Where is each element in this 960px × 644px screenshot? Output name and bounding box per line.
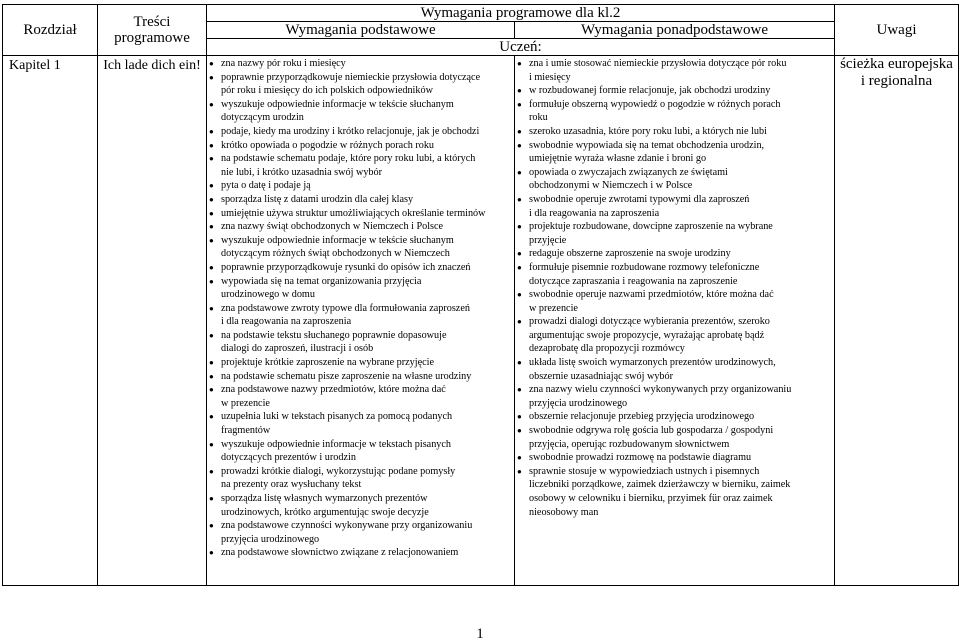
requirement-line: ● opowiada o zwyczajach związanych ze świętami [529, 166, 832, 180]
requirement-line: ● swobodnie operuje nazwami przedmiotów, które można dać [529, 288, 832, 302]
requirement-line: ● układa listę swoich wymarzonych prezentów urodzinowych, [529, 356, 832, 370]
requirement-line: dialogi do zaproszeń, ilustracji i osób [221, 343, 374, 355]
requirement-line: obchodzonymi w Niemczech i w Polsce [529, 180, 693, 192]
requirement-line: osobowy w celowniku i bierniku, przyimek für oraz zaimek [529, 493, 773, 504]
requirement-line: ● sporządza listę z datami urodzin dla całej klasy [221, 193, 512, 207]
requirement-line: przyjęcia urodzinowego [221, 533, 320, 545]
requirement-line: ● zna nazwy świąt obchodzonych w Niemczech i Polsce [221, 220, 512, 234]
requirement-line: ● poprawnie przyporządkowuje niemieckie przysłowia dotyczące [221, 71, 512, 85]
requirement-line: urodzinowego w domu [221, 289, 315, 301]
requirement-line: ● redaguje obszerne zaproszenie na swoje urodziny [529, 247, 832, 261]
requirement-line: nie lubi, i krótko uzasadnia swój wybór [221, 166, 382, 178]
requirement-line: ● sprawnie stosuje w wypowiedziach ustnych i pisemnych [529, 465, 832, 479]
requirement-line: ● na podstawie tekstu słuchanego poprawnie dopasowuje [221, 329, 512, 343]
podstawowe-list [207, 56, 514, 560]
requirement-line: ● krótko opowiada o pogodzie w różnych porach roku [221, 139, 512, 153]
requirement-line: ● zna podstawowe nazwy przedmiotów, które można dać [221, 383, 512, 397]
cell-podstawowe [207, 56, 515, 586]
requirement-line: ● uzupełnia luki w tekstach pisanych za pomocą podanych [221, 410, 512, 424]
requirement-line: ● na podstawie schematu pisze zaproszenie na własne urodziny [221, 370, 512, 384]
requirement-line: ● zna podstawowe czynności wykonywane przy organizowaniu [221, 519, 512, 533]
requirement-line: roku [529, 112, 548, 124]
cell-rozdzial: Kapitel 1 [3, 56, 98, 586]
cell-tresci: Ich lade dich ein! [98, 56, 207, 586]
requirement-line: ● szeroko uzasadnia, które pory roku lubi, a których nie lubi [529, 125, 832, 139]
requirement-line: dotyczącym różnych świąt obchodzonych w Niemczech [221, 248, 450, 260]
header-uwagi: Uwagi [835, 5, 959, 56]
requirement-line: przyjęcia, operując rozbudowanym słownictwem [529, 438, 730, 450]
requirement-line: ● swobodnie operuje zwrotami typowymi dla zaproszeń [529, 193, 832, 207]
requirement-line: ● swobodnie odgrywa rolę gościa lub gospodarza / gospodyni [529, 424, 832, 438]
requirement-line: ● poprawnie przyporządkowuje rysunki do opisów ich znaczeń [221, 261, 512, 275]
header-rozdzial: Rozdział [3, 5, 98, 56]
requirement-line: ● wyszukuje odpowiednie informacje w tekście słuchanym [221, 98, 512, 112]
requirement-line: umiejętnie wyraża własne zdanie i broni go [529, 153, 707, 165]
requirement-line: ● zna nazwy pór roku i miesięcy [221, 57, 512, 71]
requirement-line: i dla reagowania na zaproszenia [529, 207, 660, 219]
requirement-line: fragmentów [221, 425, 271, 437]
header-uczen: Uczeń: [207, 39, 835, 56]
requirement-line: ● swobodnie wypowiada się na temat obchodzenia urodzin, [529, 139, 832, 153]
requirement-line: ● formułuje pisemnie rozbudowane rozmowy telefoniczne [529, 261, 832, 275]
requirement-line: i miesięcy [529, 71, 571, 83]
requirement-line: dotyczącym urodzin [221, 112, 304, 124]
requirement-line: dezaprobatę dla propozycji rozmówcy [529, 343, 685, 355]
requirement-line: ● umiejętnie używa struktur umożliwiających określanie terminów [221, 207, 512, 221]
requirement-line: ● prowadzi krótkie dialogi, wykorzystując podane pomysły [221, 465, 512, 479]
requirement-line: ● zna podstawowe zwroty typowe dla formułowania zaproszeń [221, 302, 512, 316]
requirement-line: ● sporządza listę własnych wymarzonych prezentów [221, 492, 512, 506]
requirement-line: pór roku i miesięcy do ich polskich odpowiedników [221, 85, 433, 97]
requirement-line: w prezencie [221, 397, 270, 409]
requirement-line: ● zna podstawowe słownictwo związane z relacjonowaniem [221, 546, 512, 560]
requirement-line: przyjęcie [529, 234, 567, 246]
requirement-line: i dla reagowania na zaproszenia [221, 316, 352, 328]
header-podstawowe: Wymagania podstawowe [207, 22, 515, 39]
requirement-line: ● zna nazwy wielu czynności wykonywanych przy organizowaniu [529, 383, 832, 397]
page-number: 1 [476, 626, 484, 642]
cell-ponadpodstawowe [515, 56, 835, 586]
ponadpodstawowe-list [515, 56, 834, 519]
requirement-line: ● wyszukuje odpowiednie informacje w tekście słuchanym [221, 234, 512, 248]
requirement-line: na prezenty oraz wysłuchany tekst [221, 479, 362, 491]
requirement-line: ● swobodnie prowadzi rozmowę na podstawie diagramu [529, 451, 832, 465]
requirement-line: ● w rozbudowanej formie relacjonuje, jak obchodzi urodziny [529, 84, 832, 98]
requirement-line: ● na podstawie schematu podaje, które pory roku lubi, a których [221, 152, 512, 166]
requirement-line: ● prowadzi dialogi dotyczące wybierania prezentów, szeroko [529, 315, 832, 329]
requirement-line: ● obszernie relacjonuje przebieg przyjęcia urodzinowego [529, 410, 832, 424]
requirement-line: ● projektuje krótkie zaproszenie na wybrane przyjęcie [221, 356, 512, 370]
requirement-line: ● podaje, kiedy ma urodziny i krótko relacjonuje, jak je obchodzi [221, 125, 512, 139]
requirement-line: ● wyszukuje odpowiednie informacje w tekstach pisanych [221, 438, 512, 452]
header-title: Wymagania programowe dla kl.2 [207, 5, 835, 22]
requirement-line: urodzinowych, krótko argumentując swoje decyzje [221, 506, 429, 518]
requirement-line: dotyczące zapraszania i reagowania na zaproszenie [529, 275, 738, 287]
requirements-table [2, 4, 959, 586]
requirement-line: ● wypowiada się na temat organizowania przyjęcia [221, 275, 512, 289]
header-tresci: Treści programowe [98, 5, 207, 56]
requirement-line: ● zna i umie stosować niemieckie przysłowia dotyczące pór roku [529, 57, 832, 71]
cell-uwagi: ścieżka europejska i regionalna [835, 56, 959, 586]
requirement-line: obszernie uzasadniając swój wybór [529, 370, 673, 382]
requirement-line: argumentując swoje propozycje, wyrażając aprobatę bądź [529, 329, 765, 341]
requirement-line: dotyczących prezentów i urodzin [221, 452, 356, 464]
requirement-line: nieosobowy man [529, 506, 599, 518]
requirement-line: w prezencie [529, 302, 578, 314]
requirement-line: ● projektuje rozbudowane, dowcipne zaproszenie na wybrane [529, 220, 832, 234]
requirement-line: ● pyta o datę i podaje ją [221, 179, 512, 193]
requirement-line: ● formułuje obszerną wypowiedź o pogodzie w różnych porach [529, 98, 832, 112]
requirement-line: liczebniki porządkowe, zaimek dzierżawczy w bierniku, zaimek [529, 479, 791, 491]
header-ponadpodstawowe: Wymagania ponadpodstawowe [515, 22, 835, 39]
requirement-line: przyjęcia urodzinowego [529, 397, 628, 409]
